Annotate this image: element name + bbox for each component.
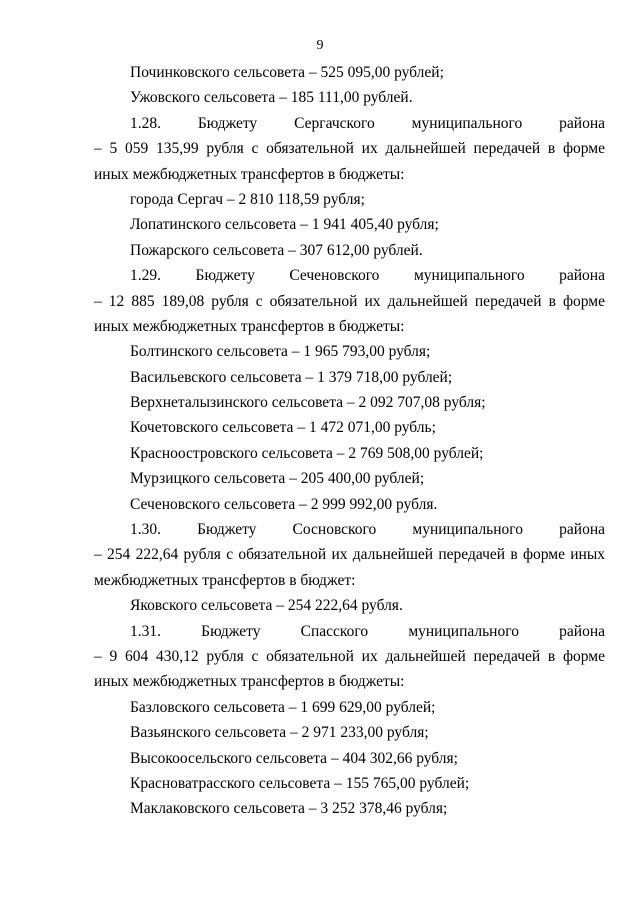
text-line: Маклаковского сельсовета – 3 252 378,46 рубля;: [130, 800, 448, 818]
document-body: [94, 60, 605, 822]
text-line: 1.30. Бюджету Сосновского муниципального района: [130, 521, 605, 539]
text-line: Пожарского сельсовета – 307 612,00 рублей.: [130, 241, 423, 259]
text-line: Верхнеталызинского сельсовета – 2 092 707,08 рубля;: [130, 394, 486, 412]
text-line: города Сергач – 2 810 118,59 рубля;: [130, 190, 365, 208]
text-line: 1.29. Бюджету Сеченовского муниципального района: [130, 267, 605, 285]
page-number: 9: [316, 38, 324, 53]
text-line: Сеченовского сельсовета – 2 999 992,00 рубля.: [130, 495, 438, 513]
text-line: иных межбюджетных трансфертов в бюджеты:: [94, 165, 405, 183]
text-line: Высокоосельского сельсовета – 404 302,66 рубля;: [130, 749, 458, 767]
text-line: – 9 604 430,12 рубля с обязательной их дальнейшей передачей в форме: [94, 647, 605, 665]
text-line: – 12 885 189,08 рубля с обязательной их дальнейшей передачей в форме: [94, 292, 605, 310]
text-line: – 5 059 135,99 рубля с обязательной их дальнейшей передачей в форме: [94, 140, 605, 158]
text-line: Мурзицкого сельсовета – 205 400,00 рублей;: [130, 470, 425, 488]
text-line: межбюджетных трансфертов в бюджет:: [94, 571, 356, 589]
text-line: Кочетовского сельсовета – 1 472 071,00 рубль;: [130, 419, 436, 437]
text-line: Васильевского сельсовета – 1 379 718,00 рублей;: [130, 368, 453, 386]
text-line: Красноостровского сельсовета – 2 769 508,00 рублей;: [130, 444, 484, 462]
text-line: 1.31. Бюджету Спасского муниципального района: [130, 622, 605, 640]
text-line: – 254 222,64 рубля с обязательной их дальнейшей передачей в форме иных: [94, 546, 605, 564]
text-line: Починковского сельсовета – 525 095,00 рублей;: [130, 64, 444, 81]
text-line: Ужовского сельсовета – 185 111,00 рублей.: [130, 89, 413, 107]
text-line: Красноватрасского сельсовета – 155 765,00 рублей;: [130, 774, 470, 792]
text-line: Лопатинского сельсовета – 1 941 405,40 рубля;: [130, 216, 439, 234]
text-line: Яковского сельсовета – 254 222,64 рубля.: [130, 597, 403, 615]
text-line: Вазьянского сельсовета – 2 971 233,00 рубля;: [130, 724, 429, 742]
text-line: Базловского сельсовета – 1 699 629,00 рублей;: [130, 698, 436, 716]
text-line: Болтинского сельсовета – 1 965 793,00 рубля;: [130, 343, 431, 361]
text-line: иных межбюджетных трансфертов в бюджеты:: [94, 317, 405, 335]
text-line: иных межбюджетных трансфертов в бюджеты:: [94, 673, 405, 691]
text-line: 1.28. Бюджету Сергачского муниципального района: [130, 114, 605, 132]
